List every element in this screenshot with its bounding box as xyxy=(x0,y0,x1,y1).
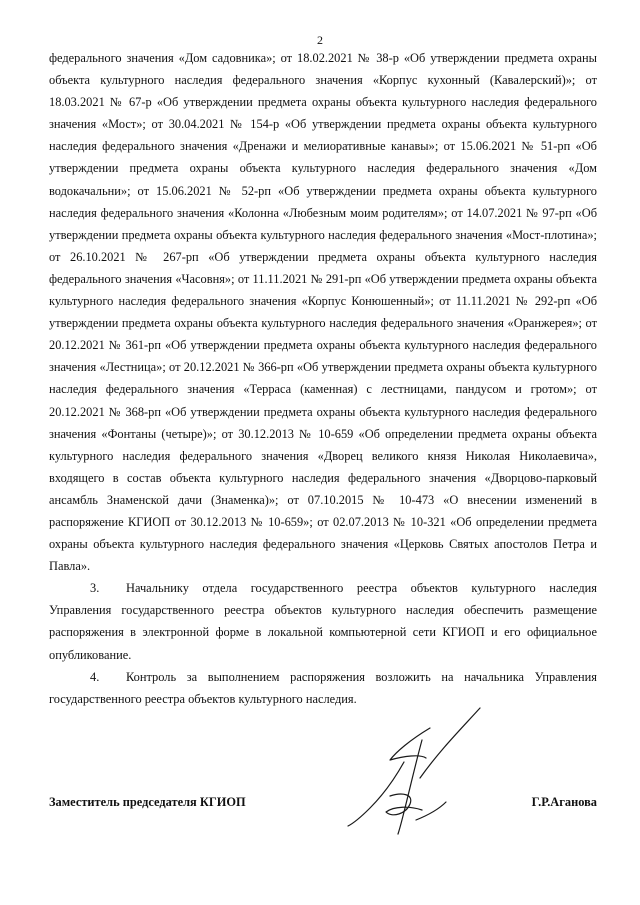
handwritten-signature xyxy=(330,700,490,850)
item-4-number: 4. xyxy=(90,669,100,684)
paragraph-continuation: федерального значения «Дом садовника»; от 18.02.2021 № 38-р «Об утверждении предмета охраны объекта культурного наследия федерального значения «Корпус кухонный (Кавалерский)»; от 18.03.2021 № 67-р «Об утверждении предмета охраны объекта культурного наследия федерального значения «Мост»; от 30.04.2021 № 154-р «Об утверждении предмета охраны объекта культурного наследия федерального значения «Дренажи и мелиоративные канавы»; от 15.06.2021 № 51-рп «Об утверждении предмета охраны объекта культурного наследия федерального значения «Дом водокачальни»; от 15.06.2021 № 52-рп «Об утверждении предмета охраны объекта культурного наследия федерального значения «Колонна «Любезным моим родителям»; от 14.07.2021 № 97-рп «Об утверждении предмета охраны объекта культурного наследия федерального значения «Мост-плотина»; от 26.10.2021 № 267-рп «Об утверждении предмета охраны объекта культурного наследия федерального значения «Часовня»; от 11.11.2021 № 291-рп «Об утверждении предмета охраны объекта культурного наследия федерального значения «Корпус Конюшенный»; от 11.11.2021 № 292-рп «Об утверждении предмета охраны объекта культурного наследия федерального значения «Оранжерея»; от 20.12.2021 № 361-рп «Об утверждении предмета охраны объекта культурного наследия федерального значения «Лестница»; от 20.12.2021 № 366-рп «Об утверждении предмета охраны объекта культурного наследия федерального значения «Терраса (каменная) с лестницами, пандусом и гротом»; от 20.12.2021 № 368-рп «Об утверждении предмета охраны объекта культурного наследия федерального значения «Фонтаны (четыре)»; от 30.12.2013 № 10-659 «Об определении предмета охраны объекта культурного наследия федерального значения «Дворец великого князя Николая Николаевича», входящего в состав объекта культурного наследия федерального значения «Дворцово-парковый ансамбль Знаменской дачи (Знаменка)»; от 07.10.2015 № 10-473 «О внесении изменений в распоряжение КГИОП от 30.12.2013 № 10-659»; от 02.07.2013 № 10-321 «Об определении предмета охраны объекта культурного наследия федерального значения «Церковь Святых апостолов Петра и Павла». xyxy=(49,51,597,574)
item-3-number: 3. xyxy=(90,581,100,596)
paragraph-item-4 xyxy=(49,666,597,710)
paragraph-item-3 xyxy=(49,577,597,665)
page-number: 2 xyxy=(317,33,323,47)
document-body xyxy=(49,47,597,710)
item-4-text: Контроль за выполнением распоряжения возложить на начальника Управления государственного реестра объектов культурного наследия. xyxy=(49,669,597,706)
signatory-name: Г.Р.Аганова xyxy=(531,795,597,809)
signatory-title: Заместитель председателя КГИОП xyxy=(49,795,246,809)
item-3-text: Начальнику отдела государственного реестра объектов культурного наследия Управления государственного реестра объектов культурного наследия обеспечить размещение распоряжения в электронной форме в локальной компьютерной сети КГИОП и его официальное опубликование. xyxy=(49,581,597,662)
